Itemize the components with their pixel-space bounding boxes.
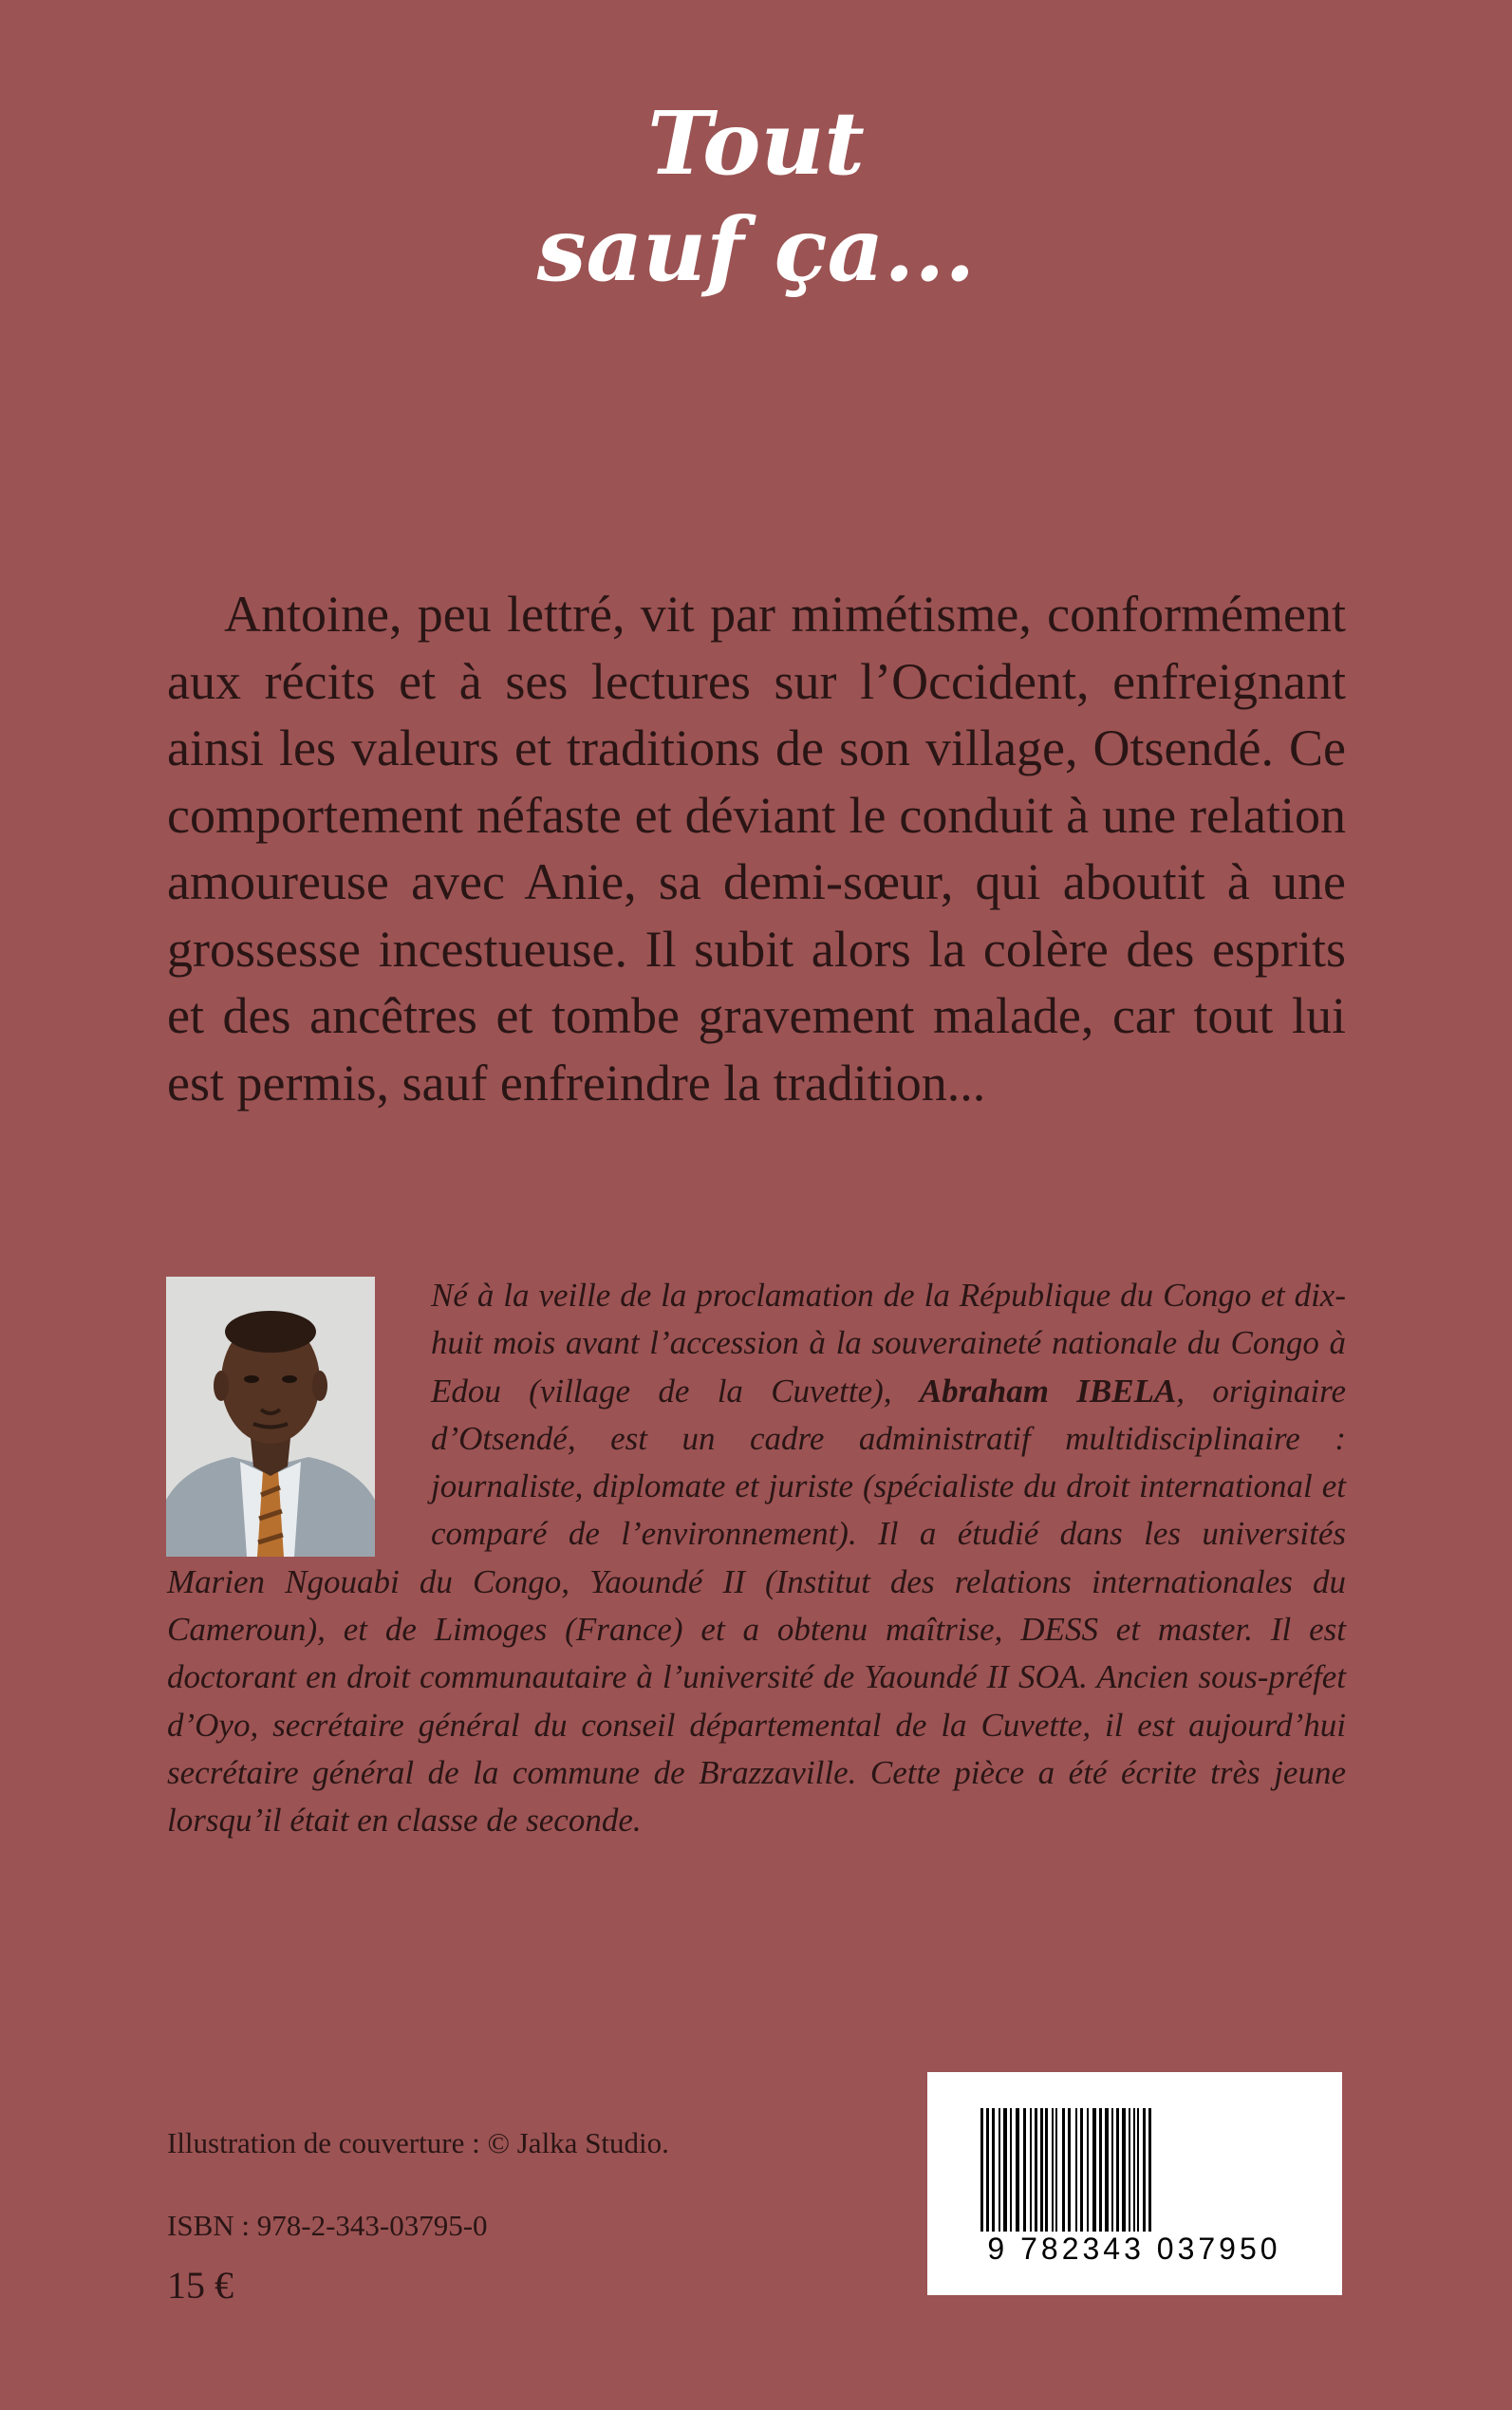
- barcode-bar: [1030, 2108, 1032, 2232]
- barcode-bar: [1055, 2108, 1057, 2232]
- author-name: Abraham IBELA: [919, 1372, 1177, 1410]
- barcode-bar: [1003, 2108, 1007, 2232]
- barcode-bar: [1087, 2108, 1089, 2232]
- author-biography: [167, 1272, 1346, 1845]
- barcode-bar: [1092, 2108, 1096, 2232]
- barcode-bar: [1137, 2108, 1139, 2232]
- barcode-bar: [1052, 2108, 1054, 2232]
- barcode-bar: [1129, 2108, 1130, 2232]
- title-line-2: sauf ça...: [536, 198, 976, 301]
- cover-illustration-credit: Illustration de couverture : © Jalka Studio.: [167, 2126, 669, 2159]
- barcode: [927, 2072, 1342, 2295]
- barcode-digits: 9 782343 037950: [944, 2232, 1324, 2267]
- barcode-bar: [992, 2108, 995, 2232]
- barcode-bar: [1122, 2108, 1126, 2232]
- barcode-bar: [1010, 2108, 1012, 2232]
- photo-spacer: [167, 1272, 431, 1557]
- book-title: [0, 90, 1512, 303]
- barcode-bar: [1040, 2108, 1043, 2232]
- title-line-1: Tout: [647, 92, 865, 195]
- isbn: ISBN : 978-2-343-03795-0: [167, 2209, 488, 2242]
- barcode-bar: [1116, 2108, 1119, 2232]
- price: 15 €: [167, 2264, 233, 2307]
- barcode-bar: [1099, 2108, 1102, 2232]
- bio-text-before-name: Né à la veille de la proclamation de la République du Congo et dix-huit mois avant l’accession à la souveraineté nationale du Congo à Edou (village de la Cuvette),: [431, 1277, 1346, 1410]
- barcode-bar: [1045, 2108, 1048, 2232]
- barcode-bar: [1023, 2108, 1026, 2232]
- barcode-bar: [1111, 2108, 1113, 2232]
- barcode-bar: [1080, 2108, 1083, 2232]
- barcode-bar: [1016, 2108, 1019, 2232]
- bio-text-after-name: , originaire d’Otsendé, est un cadre administratif multidisciplinaire : journaliste, diplomate et juriste (spécialiste du droit international et comparé de l’environnement). Il a étudié dans les universités Marien Ngouabi du Congo, Yaoundé II (Institut des relations internationales du Cameroun), et de Limoges (France) et a obtenu maîtrise, DESS et master. Il est doctorant en droit communautaire à l’université de Yaoundé II SOA. Ancien sous-préfet d’Oyo, secrétaire général du conseil départemental de la Cuvette, il est aujourd’hui secrétaire général de la commune de Brazzaville. Cette pièce a été écrite très jeune lorsqu’il était en classe de seconde.: [167, 1372, 1346, 1840]
- barcode-bar: [1035, 2108, 1037, 2232]
- barcode-bar: [1133, 2108, 1135, 2232]
- barcode-bar: [1075, 2108, 1077, 2232]
- barcode-bar: [999, 2108, 1000, 2232]
- synopsis-paragraph: Antoine, peu lettré, vit par mimétisme, conformément aux récits et à ses lectures sur l’Occident, enfreignant ainsi les valeurs et traditions de son village, Otsendé. Ce comportement néfaste et déviant le conduit à une relation amoureuse avec Anie, sa demi-sœur, qui aboutit à une grossesse incestueuse. Il subit alors la colère des esprits et des ancêtres et tombe gravement malade, car tout lui est permis, sauf enfreindre la tradition...: [167, 586, 1346, 1112]
- barcode-bar: [1105, 2108, 1109, 2232]
